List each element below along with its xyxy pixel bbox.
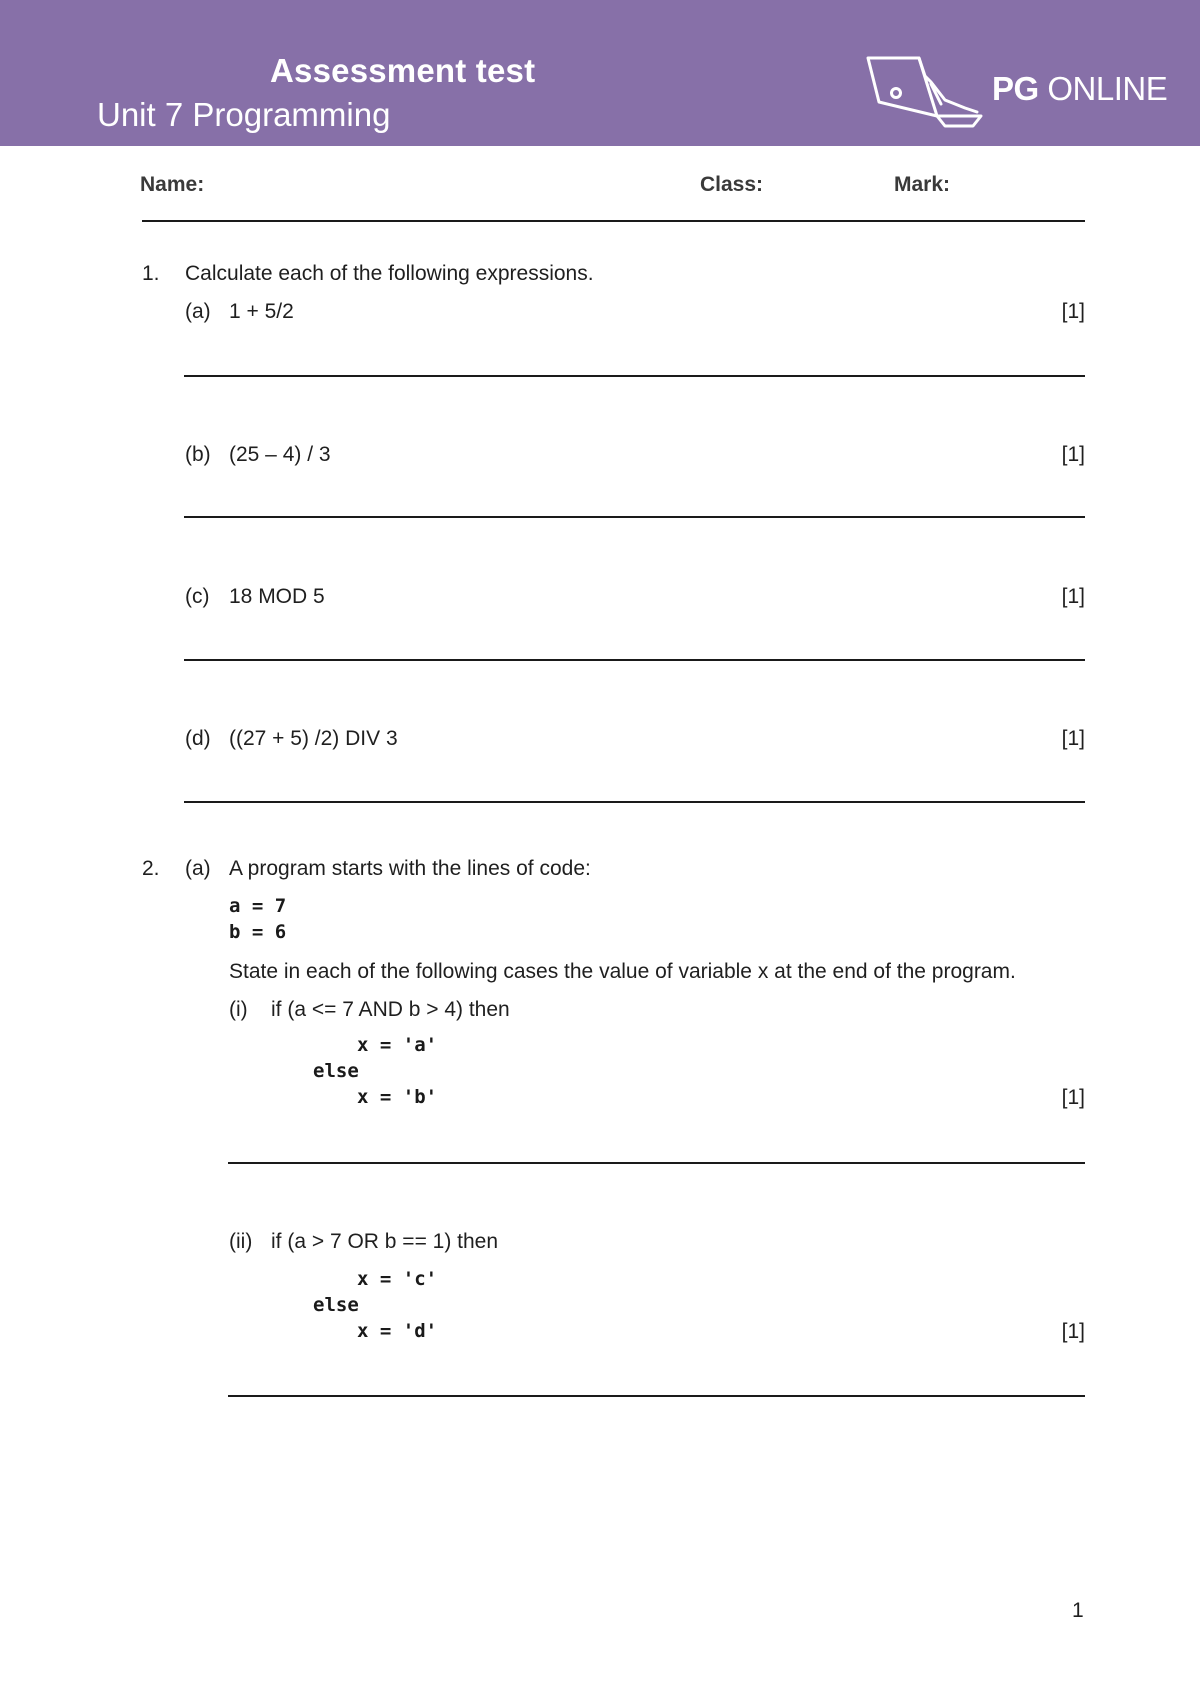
question-1-number: 1. xyxy=(142,262,160,285)
class-label: Class: xyxy=(700,173,764,196)
mark-label: Mark: xyxy=(894,173,951,196)
code-2aii-else-branch: x = 'd' xyxy=(357,1320,438,1342)
code-2ai-else: else xyxy=(313,1060,359,1082)
document-subtitle: Unit 7 Programming xyxy=(97,96,391,133)
question-2aii-marks: [1] xyxy=(1061,1320,1085,1343)
answer-line-2aii xyxy=(228,1395,1085,1397)
name-label: Name: xyxy=(140,173,205,196)
answer-line-1b xyxy=(184,516,1085,518)
header-banner xyxy=(0,0,1200,146)
question-2a-instruction: State in each of the following cases the value of variable x at the end of the program. xyxy=(229,960,1016,983)
question-2ai-label: (i) xyxy=(229,998,248,1021)
question-1b-expression: (25 – 4) / 3 xyxy=(229,443,331,466)
question-1a-expression: 1 + 5/2 xyxy=(229,300,294,323)
answer-line-2ai xyxy=(228,1162,1085,1164)
question-1b-marks: [1] xyxy=(1061,443,1085,466)
question-1b-label: (b) xyxy=(185,443,211,466)
answer-line-1c xyxy=(184,659,1085,661)
document-title: Assessment test xyxy=(270,52,536,89)
answer-line-1a xyxy=(184,375,1085,377)
question-1c-label: (c) xyxy=(185,585,210,608)
code-line-b: b = 6 xyxy=(229,921,287,943)
page-number: 1 xyxy=(1072,1599,1084,1622)
laptop-icon xyxy=(865,54,983,130)
question-1a-marks: [1] xyxy=(1061,300,1085,323)
pg-online-logo xyxy=(865,54,1168,130)
question-1c-marks: [1] xyxy=(1061,585,1085,608)
code-2aii-then: x = 'c' xyxy=(357,1268,438,1290)
question-1c-expression: 18 MOD 5 xyxy=(229,585,325,608)
code-2aii-else: else xyxy=(313,1294,359,1316)
question-2aii-label: (ii) xyxy=(229,1230,253,1253)
answer-line-1d xyxy=(184,801,1085,803)
question-2-number: 2. xyxy=(142,857,160,880)
question-1-prompt: Calculate each of the following expressions. xyxy=(185,262,594,285)
question-1d-label: (d) xyxy=(185,727,211,750)
question-2ai-marks: [1] xyxy=(1061,1086,1085,1109)
question-1d-expression: ((27 + 5) /2) DIV 3 xyxy=(229,727,398,750)
code-2ai-then: x = 'a' xyxy=(357,1034,438,1056)
question-2aii-condition: if (a > 7 OR b == 1) then xyxy=(271,1230,499,1253)
code-2ai-else-branch: x = 'b' xyxy=(357,1086,438,1108)
question-1d-marks: [1] xyxy=(1061,727,1085,750)
logo-wordmark: PG ONLINE xyxy=(992,70,1168,107)
question-2a-label: (a) xyxy=(185,857,211,880)
code-line-a: a = 7 xyxy=(229,895,287,917)
header-divider xyxy=(142,220,1085,222)
question-2a-prompt: A program starts with the lines of code: xyxy=(229,857,591,880)
question-1a-label: (a) xyxy=(185,300,211,323)
question-2ai-condition: if (a <= 7 AND b > 4) then xyxy=(271,998,510,1021)
